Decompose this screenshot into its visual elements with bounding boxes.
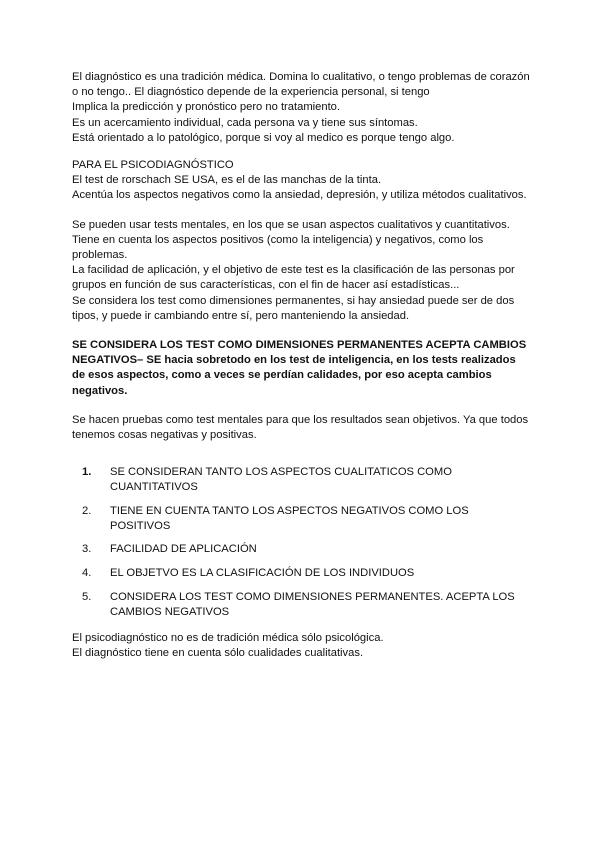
psico-line: Acentúa los aspectos negativos como la ansiedad, depresión, y utiliza métodos cualitativos. [72, 189, 527, 202]
closing-line: El psicodiagnóstico no es de tradición médica sólo psicológica. [72, 632, 384, 645]
tests-line: La facilidad de aplicación, y el objetivo de este test es la clasificación de las personas por [72, 264, 515, 277]
section-heading: PARA EL PSICODIAGNÓSTICO [72, 159, 234, 172]
intro-paragraph [72, 70, 532, 146]
list-item-text: EL OBJETVO ES LA CLASIFICACIÓN DE LOS INDIVIDUOS [110, 567, 415, 580]
bold-line: NEGATIVOS– SE hacia sobretodo en los test de inteligencia, en los tests realizados [72, 354, 516, 367]
bold-line: de esos aspectos, como a veces se perdían calidades, por eso acepta cambios [72, 369, 492, 382]
list-number: 3. [82, 543, 92, 556]
list-number: 1. [82, 466, 92, 479]
objective-line: Se hacen pruebas como test mentales para que los resultados sean objetivos. Ya que todos [72, 413, 529, 426]
list-item [82, 465, 532, 495]
closing-paragraph [72, 631, 532, 661]
list-number: 5. [82, 590, 92, 603]
psico-line: El test de rorschach SE USA, es el de las manchas de la tinta. [72, 174, 382, 187]
list-item [82, 504, 532, 534]
document-body [72, 70, 532, 662]
tests-line: problemas. [72, 249, 128, 262]
list-item [82, 566, 532, 581]
tests-line: Se considera los test como dimensiones permanentes, si hay ansiedad puede ser de dos [72, 294, 515, 307]
list-item-text: FACILIDAD DE APLICACIÓN [110, 543, 257, 556]
tests-paragraph [72, 218, 532, 324]
tests-line: Tiene en cuenta los aspectos positivos (como la inteligencia) y negativos, como los [72, 233, 484, 246]
list-item [82, 542, 532, 557]
list-item [82, 590, 532, 620]
closing-line: El diagnóstico tiene en cuenta sólo cualidades cualitativas. [72, 647, 364, 660]
intro-line: Implica la predicción y pronóstico pero no tratamiento. [72, 101, 341, 114]
bold-line: SE CONSIDERA LOS TEST COMO DIMENSIONES PERMANENTES ACEPTA CAMBIOS [72, 339, 527, 352]
list-number: 4. [82, 567, 92, 580]
intro-line: Es un acercamiento individual, cada persona va y tiene sus síntomas. [72, 116, 418, 129]
objective-line: tenemos cosas negativas y positivas. [72, 429, 257, 442]
list-item-text: TIENE EN CUENTA TANTO LOS ASPECTOS NEGATIVOS COMO LOS POSITIVOS [110, 504, 469, 532]
tests-line: grupos en función de sus características, con el fin de hacer así estadísticas... [72, 279, 460, 292]
list-item-text: CONSIDERA LOS TEST COMO DIMENSIONES PERMANENTES. ACEPTA LOS CAMBIOS NEGATIVOS [110, 590, 515, 618]
intro-line: o no tengo.. El diagnóstico depende de la experiencia personal, si tengo [72, 86, 430, 99]
tests-line: tipos, y puede ir cambiando entre sí, pero manteniendo la ansiedad. [72, 309, 410, 322]
tests-line: Se pueden usar tests mentales, en los que se usan aspectos cualitativos y cuantitativos. [72, 218, 510, 231]
psicodiagnostico-paragraph [72, 158, 532, 204]
bold-paragraph [72, 338, 532, 399]
intro-line: El diagnóstico es una tradición médica. Domina lo cualitativo, o tengo problemas de corazón [72, 71, 530, 83]
objective-paragraph [72, 413, 532, 443]
bold-line: negativos. [72, 384, 128, 397]
intro-line: Está orientado a lo patológico, porque si voy al medico es porque tengo algo. [72, 131, 455, 144]
numbered-list [72, 465, 532, 619]
list-item-text: SE CONSIDERAN TANTO LOS ASPECTOS CUALITATICOS COMO CUANTITATIVOS [110, 466, 452, 494]
list-number: 2. [82, 504, 92, 517]
